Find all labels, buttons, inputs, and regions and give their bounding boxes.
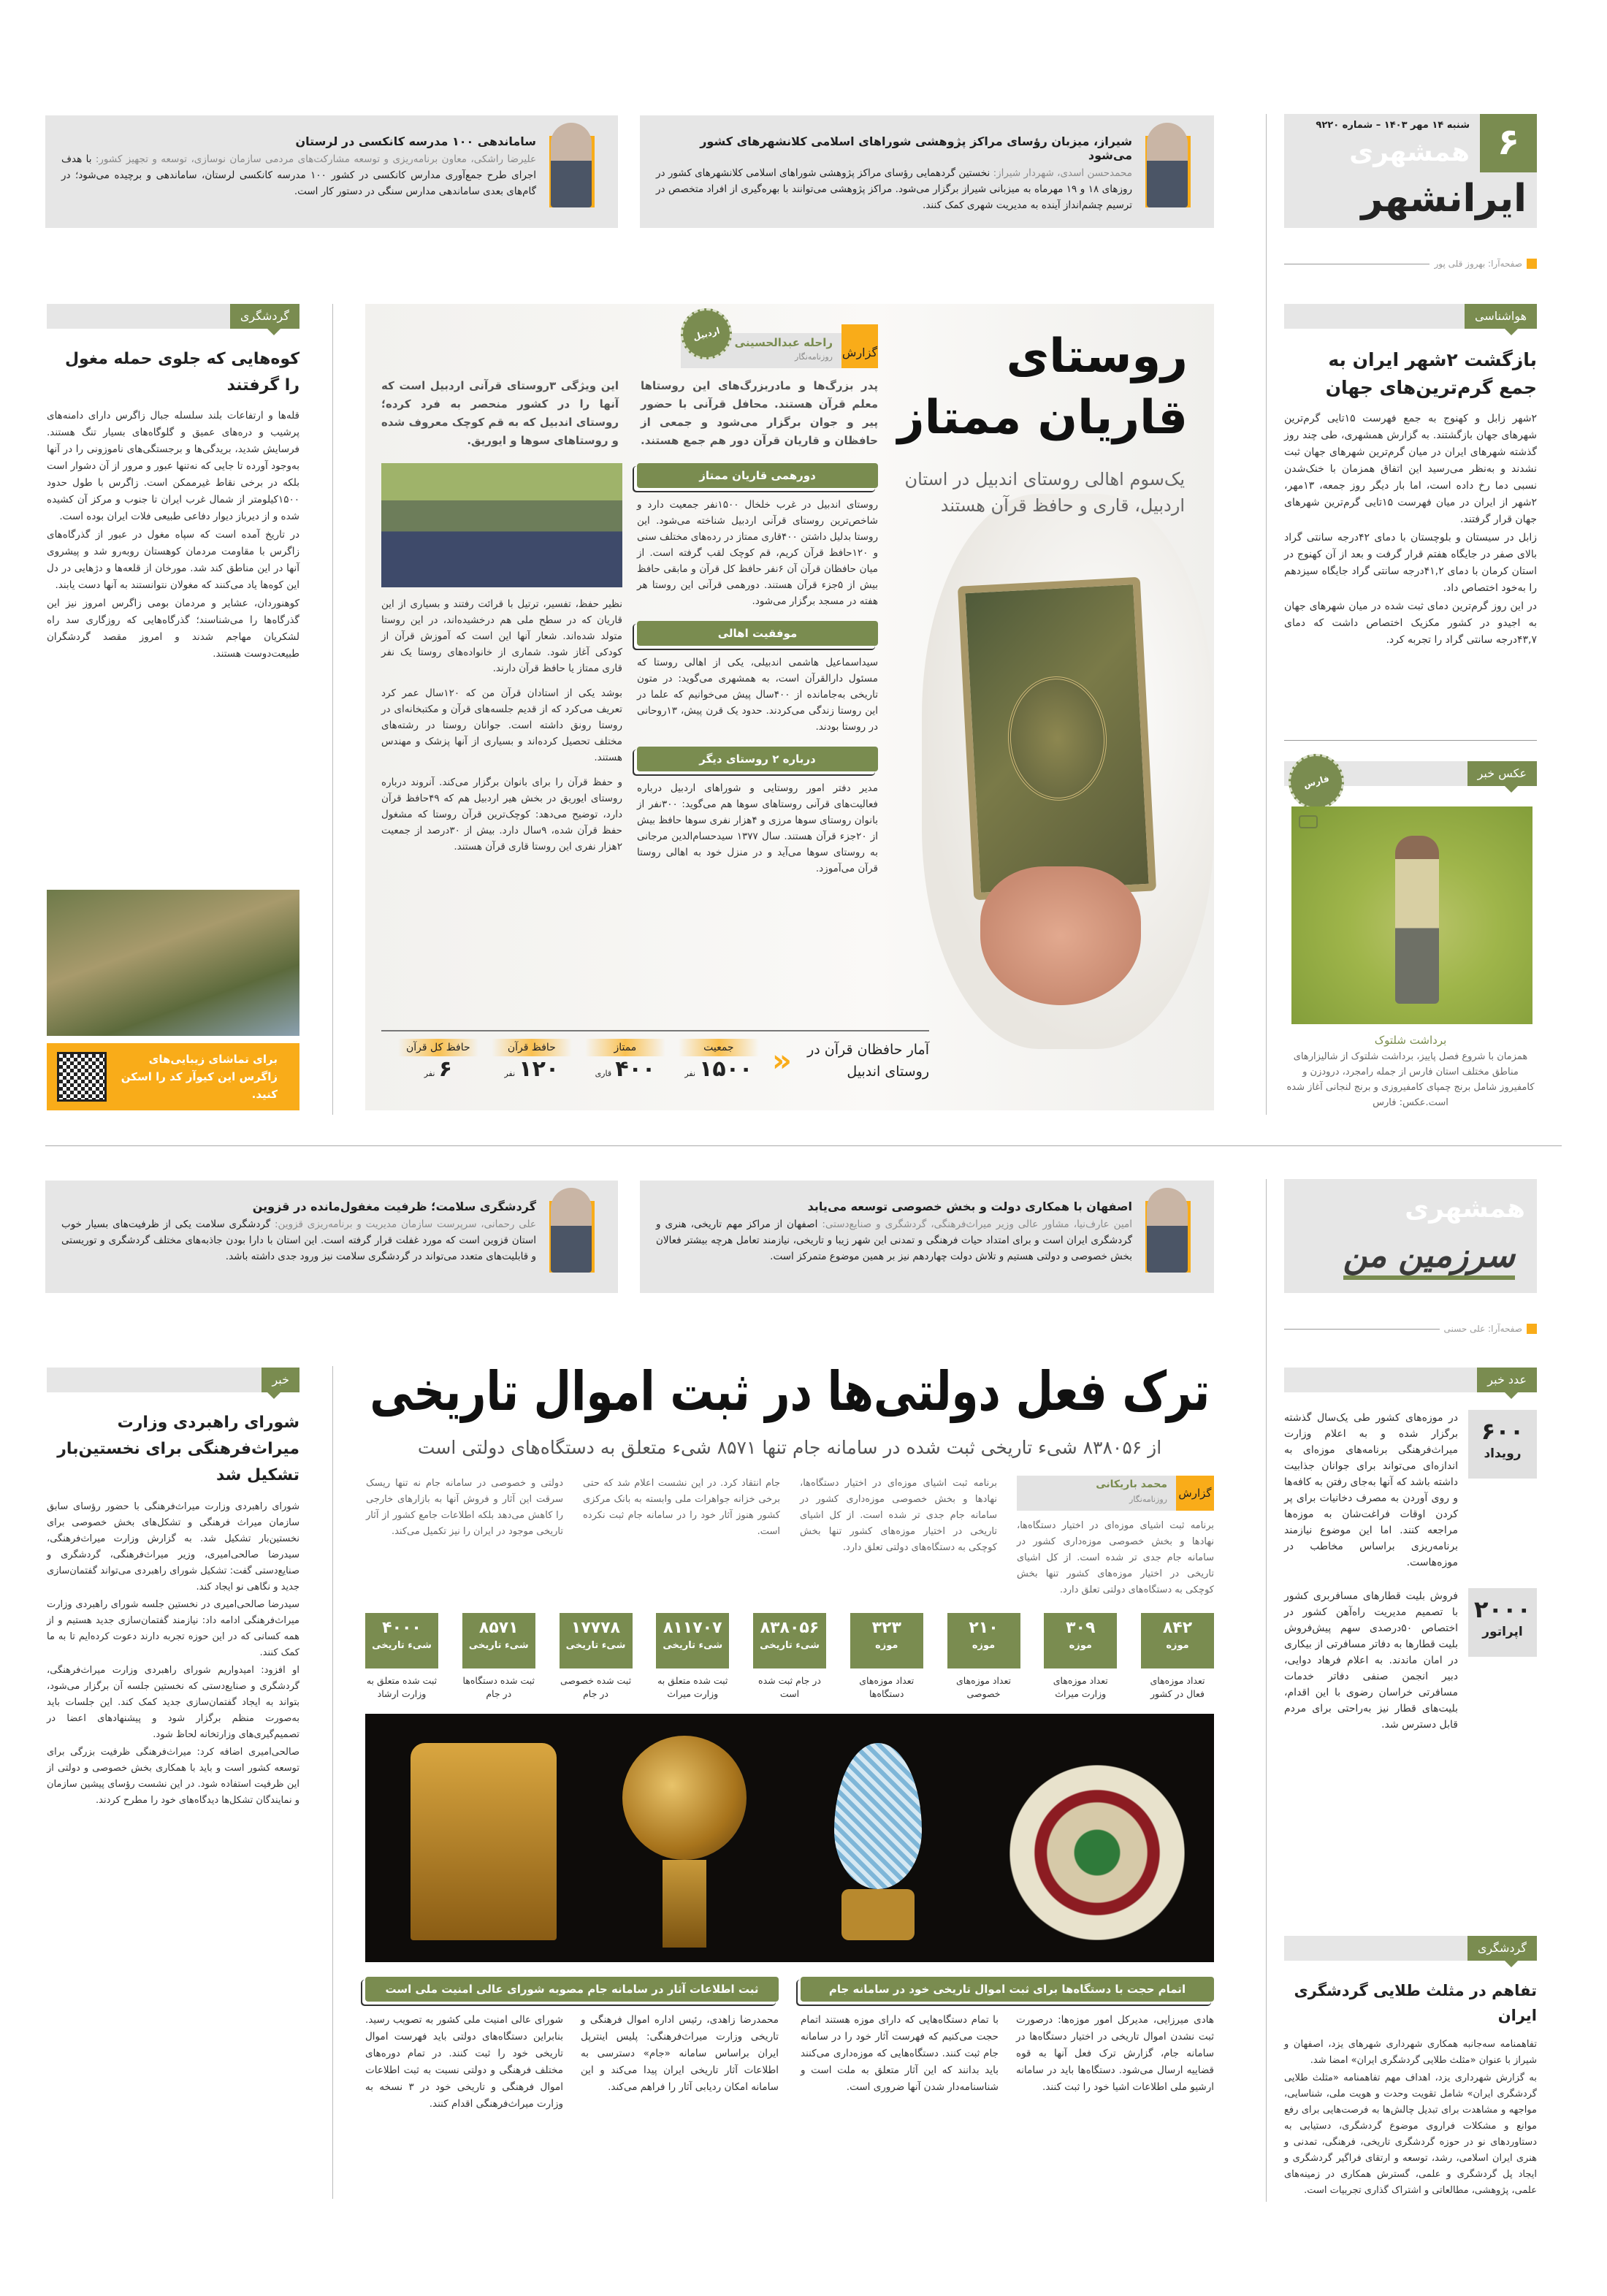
number-text: در موزه‌های کشور طی یک‌سال گذشته برگزار شده و به اعلام وزارت میراث‌فرهنگی برنامه‌های موزه‌ای به اندازه‌ای می‌تواند برای جوانان جذابیت داشته باشد که آنها به‌جای رفتن به کافه‌ها و روی آوردن به مصرف دخانیات برای پر کردن اوقات فراغت‌شان به موزه‌ها مراجعه کنند. اما این موضوع نیازمند برنامه‌ریزی براساس مخاطب در موزه‌هاست. [1284,1412,1458,1568]
stat-value: ۸۵۷۱ [478,1619,519,1637]
paragraph: روستای اندبیل در غرب خلخال ۱۵۰۰نفر جمعیت دارد و شاخص‌ترین روستای قرآنی اردبیل شناخته می‌شود. این روستا بدلیل داشتن ۴۰۰قاری ممتاز در رده‌های مختلف سنی و ۱۲۰حافظ قرآن کریم، قم کوچک لقب گرفته است. از میان حافظان قرآن آن ۶نفر حافظ کل قرآن و مابقی حافظ بیش از ۵جزء قرآن هستند. دورهمی قرآنی این روستا هر هفته در مسجد برگزار می‌شود. [637,499,878,607]
promo-text: برای تماشای زیبایی‌های زاگرس این کیوآر کد را اسکن کنید. [121,1053,278,1101]
paragraph: قله‌ها و ارتفاعات بلند سلسله جبال زاگرس دارای دامنه‌های پرشیب و دره‌های عمیق و گلوگاه‌های بسیار تنگ هستند. فرسایش شدید، بریدگی‌ها و برجستگی‌های ناموزونی را در آنها به‌وجود آورده تا جایی که نه‌تنها عبور و مرور از آن دشوار است بلکه در برخی نقاط غیرممکن است. زاگرس با طول حدود ۱۵۰۰کیلومتر از شمال غرب ایران تا جنوب و مرکز آن کشیده شده و از دیرباز دیوار دفاعی طبیعی فلات ایران بوده است. [47,410,299,522]
subheading: موفقیت اهالی [637,621,878,646]
photo-news [1284,761,1537,1110]
intro-col: برنامه ثبت اشیای موزه‌ای در اختیار دستگاه‌ها، نهادها و بخش خصوصی موزه‌داری کشور در سامانه جام جدی تر شده است. از کل اشیای تاریخی در اختیار موزه‌های کشور تنها بخش کوچکی به دستگاه‌های دولتی تعلق دارد. [1017,1520,1214,1595]
paragraph: هادی میرزایی، مدیرکل امور موزه‌ها: درصورت ثبت نشدن اموال تاریخی در اختیار دستگاه‌ها در سامانه جام، گزارش ترک فعل آنها به قوه قضاییه ارسال می‌شود. دستگاه‌ها باید در سامانه ارشیو ملی اطلاعات اشیا خود را ثبت کنند. [1016,2014,1214,2093]
stat-box [656,1613,729,1701]
feature-title [898,326,1188,449]
masthead-logo: همشهری [1405,1194,1525,1224]
stat-box [1141,1613,1214,1701]
stat-label: ثبت شده خصوصی در جام [560,1675,632,1699]
kicker: گزارش [1176,1476,1214,1511]
qr-promo[interactable] [47,1043,299,1110]
stat-label: ثبت شده دستگاه‌ها در جام [462,1675,535,1699]
stat-value: ۲۱۰ [969,1619,999,1637]
article-body [47,1499,299,1810]
stat-box [1044,1613,1117,1701]
weather-article [1284,304,1537,650]
main-subheadline-wrap [365,1435,1214,1461]
number-unit: رویداد [1484,1446,1522,1461]
main-headline-wrap [365,1351,1214,1432]
paragraph: ۲شهر زابل و کهنوج به جمع فهرست ۱۵تایی گرم‌ترین شهرهای جهان بازگشتند. به گزارش همشهری، طی چند روز گذشته شهرهای ایران در میان گرم‌ترین شهرهای جهان ثبت نشدند و به‌نظر می‌رسید این اتفاق همزمان با خنک‌شدن نسبی دما رخ داده است، اما بار دیگر روز جمعه، ۱۳مهر، ۲شهر از ایران در میان فهرست ۱۵تایی گرم‌ترین شهرهای جهان قرار گرفتند. [1284,413,1537,525]
stat-label: در جام ثبت شده است [758,1675,821,1699]
page-section-divider [45,1145,1562,1146]
stat-full-hafiz [398,1039,478,1082]
subsection-deadline [801,1977,1214,2096]
kicker: گزارش [841,324,878,368]
news-banner-shiraz [640,115,1214,228]
stat-box [560,1613,633,1701]
article-title: شورای راهبردی وزارت میراث‌فرهنگی برای نخستین‌بار تشکیل شد [57,1414,299,1484]
jeweled-crown [1009,1765,1185,1940]
feature-lead: پدر بزرگ‌ها و مادربزرگ‌های این روستاها معلم قرآن هستند. محافل قرآنی با حضور پیر و جوان برگزار می‌شود و جمعی از حافظان و قاریان قرآن دور هم جمع هستند. این ویژگی ۳روستای قرآنی اردبیل است که آنها را در کشور منحصر به فرد کرده؛ روستای اندبیل که به قم کوچک معروف شده و روستاهای سوها و ایوریق. [381,379,878,447]
feature-sections [637,463,878,877]
camera-icon [1299,815,1318,828]
section-tag: گردشگری [1467,1936,1537,1961]
jeweled-globe [622,1736,747,1860]
section-bar [47,1368,299,1392]
museum-stats [365,1613,1214,1701]
feature-quran-village [365,304,1214,1110]
registry-story [365,1351,1214,2113]
stat-box [753,1613,826,1701]
peacock-throne [411,1743,557,1940]
stat-unit: موزه [875,1640,898,1651]
section-bar [1284,1936,1537,1961]
paragraph: سیداسماعیل هاشمی اندبیلی، یکی از اهالی روستا که مسئول دارالقرآن است، به همشهری می‌گوید: در متون تاریخی به‌جامانده از ۴۰۰سال پیش می‌خوانیم که علما در این روستا زندگی می‌کردند. حدود یک قرن پیش، ۱۳روحانی در روستا بودند. [637,657,878,733]
credit-text: صفحه‌آرا: علی حسنی [1443,1324,1522,1334]
intro-col: برنامه ثبت اشیای موزه‌ای در اختیار دستگاه‌ها، نهادها و بخش خصوصی موزه‌داری کشور در سامانه جام جدی تر شده است. از کل اشیای تاریخی در اختیار موزه‌های کشور تنها بخش کوچکی به دستگاه‌های دولتی تعلق دارد. [800,1478,997,1553]
number-value: ۶۰۰ [1481,1417,1524,1445]
number-unit: اپراتور [1482,1625,1523,1639]
egg-stand [841,1889,915,1940]
stat-box [462,1613,535,1701]
quran-stats [381,1030,929,1096]
section2-header [1284,1179,1537,1293]
paragraph: به گزارش شهرداری یزد، اهداف مهم تفاهمنامه «مثلث طلایی گردشگری ایران» شامل تقویت وحدت و هویت ملی، شناسایی، مواجهه و مشاهدت برای تبدیل چالش‌ها به فرصت‌هایی برای رفع موانع و مشکلات فراروی موضوع گردشگری، دستیابی به دستاوردهای نو در حوزه گردشگری تاریخی، فرهنگی، تمدنی و هنری ایران اسلامی، رشد، توسعه و ارتقای فراگیر گردشگری و ایجاد پل گردشگری و علمی، گسترش همکاری در زمینه‌های علمی، پژوهشی، مطالعاتی و اشتراک گذاری تجربیات است. [1284,2072,1537,2196]
stat-label: حافظ کل قرآن [398,1039,478,1056]
feature-title-line: روستای [1006,329,1188,384]
stat-label: حافظ قرآن [492,1039,572,1056]
page-header [1284,114,1537,228]
stat-value: ۱۲۰ [519,1056,560,1082]
stat-label: تعداد موزه‌های وزارت میراث [1053,1675,1108,1699]
jeweled-egg [834,1743,922,1889]
byline [1017,1476,1214,1511]
credit-text: صفحه‌آرا: بهروز قلی پور [1434,259,1522,269]
caption-title: برداشت شلتوک [1374,1034,1447,1047]
section-bar [1284,1368,1537,1392]
article-title: بازگشت ۲شهر ایران به جمع گرم‌ترین‌های جهان [1325,349,1537,398]
intro-col: دولتی و خصوصی در سامانه جام نه تنها ریسک سرقت این آثار و فروش آنها به بازارهای خارجی را کاهش می‌دهد بلکه اطلاعات جامع کشور از آثار تاریخی موجود در ایران را نیز تکمیل می‌کند. [366,1478,563,1537]
number-value: ۲۰۰۰ [1473,1595,1532,1623]
stat-value: ۳۰۹ [1066,1619,1096,1637]
paragraph: تفاهمنامه سه‌جانبه همکاری شهرداری شهرهای یزد، اصفهان و شیراز با عنوان «مثلث طلایی گردشگری ایران» امضا شد. [1284,2039,1537,2066]
right-column-top [1284,304,1537,1110]
column-divider [1266,1179,1267,2202]
banner-speaker: امین عارف‌نیا، مشاور عالی وزیر میراث‌فرهنگی، گردشگری و صنایع‌دستی: [822,1218,1133,1230]
portrait-photo [1147,123,1188,207]
stat-value: ۱۷۷۷۸ [570,1619,621,1637]
section-tag: عکس خبر [1467,761,1537,786]
section-tag: گردشگری [230,304,299,329]
page-number: ۶ [1480,114,1537,172]
stat-value: ۳۲۳ [871,1619,901,1637]
stat-label: جمعیت [679,1039,759,1056]
divider [1284,740,1537,741]
credit-marker-icon [1527,259,1537,269]
portrait-photo [551,123,592,207]
zagros-mountain-photo [47,890,299,1036]
stat-unit: نفر [424,1069,435,1078]
main-headline: ترک فعل دولتی‌ها در ثبت اموال تاریخی [369,1360,1210,1423]
column-divider [332,304,333,1115]
stat-label: ثبت شده متعلق به وزارت میراث [657,1675,728,1699]
paragraph: با تمام دستگاه‌هایی که دارای موزه هستند اتمام حجت می‌کنیم که فهرست آثار خود را در سامانه جام ثبت کنند. دستگاه‌هایی که موزه‌داری می‌کنند باید بدانند که این آثار متعلق به ملت است و شناسنامه‌دار شدن آنها ضروری است. [801,2014,999,2093]
section-tag: عدد خبر [1477,1368,1537,1392]
banner-speaker: محمدحسن اسدی، شهردار شیراز: [993,167,1132,179]
paragraph: زابل در سیستان و بلوچستان با دمای ۴۲درجه سانتی گراد بالای صفر در جایگاه هفتم قرار گرفت و بعد از آن کهنوج در استان کرمان با دمای ۴۱,۲درجه سانتی گراد جایگاه سیزدهم را به‌خود اختصاص داد. [1284,532,1537,594]
stat-excellent [585,1039,665,1082]
stat-label: تعداد موزه‌های خصوصی [955,1675,1011,1699]
qr-code-icon[interactable] [57,1052,107,1102]
stat-value: ۸۴۲ [1162,1619,1193,1637]
banner-body [61,151,536,199]
subsections-row [365,1977,1214,2113]
stat-value: ۱۵۰۰ [699,1056,753,1082]
article-body [47,408,299,664]
banner-body [656,165,1132,213]
news-numbers [1284,1368,1537,1733]
main-subheadline: از ۸۳۸۰۵۶ شیء تاریخی ثبت شده در سامانه جام تنها ۸۵۷۱ شیء متعلق به دستگاه‌های دولتی است [417,1437,1162,1458]
banner-title: اصفهان با همکاری دولت و بخش خصوصی توسعه می‌یابد [807,1200,1132,1213]
right-column-bottom [1284,1368,1537,2200]
subheading: درباره ۲ روستای دیگر [637,747,878,771]
number-item [1284,1588,1537,1733]
photo-caption: همزمان با شروع فصل پاییز، برداشت شلتوک از شالیزارهای مناطق مختلف استان فارس از جمله رامجرد، درودزن و کامفیروز شامل برنج چمپای کامفیروزی و برنج لنجانی آغاز شده است.عکس: فارس [1286,1051,1535,1108]
stat-unit: شیء تاریخی [468,1640,529,1651]
number-badge [1468,1588,1537,1657]
stat-value: ۸۳۸۰۵۶ [760,1619,820,1637]
credit-marker-icon [1527,1324,1537,1334]
book-ornament-icon [1005,674,1110,804]
stat-unit: شیء تاریخی [663,1640,723,1651]
rice-harvest-photo [1291,806,1532,1024]
number-badge [1468,1410,1537,1479]
stat-unit: قاری [595,1069,612,1078]
stat-label: تعداد موزه‌های فعال در کشور [1150,1675,1205,1699]
section-tag: هواشناسی [1465,304,1537,329]
author-name: محمد باریکانی [1096,1479,1167,1490]
golden-triangle-article [1284,1936,1537,2200]
author-name: راحله عبدالحسینی [734,336,833,349]
banner-speaker: علیرضا راشکی، معاون برنامه‌ریزی و توسعه مشارکت‌های مردمی سازمان نوسازی، توسعه و تجهیز کشور: [95,153,536,165]
news-banner-isfahan [640,1181,1214,1293]
author-role: روزنامه‌نگار [1129,1495,1167,1504]
banner-text: با هدف اجرای طرح جمع‌آوری مدارس کانکسی در کشور ۱۰۰ مدرسه کانکسی لرستان، ساماندهی و برچیده می‌شود؛ در گام‌های بعدی ساماندهی مدارس سنگی در دستور کار است. [61,153,536,197]
subheading: اتمام حجت با دستگاه‌ها برای ثبت اموال تاریخی خود در سامانه جام [801,1977,1214,2002]
stat-unit: موزه [1069,1640,1092,1651]
stat-unit: موزه [1166,1640,1189,1651]
portrait-photo [1147,1188,1188,1273]
hand-holding-quran-photo [951,523,1170,1034]
paragraph: صالحی‌امیری اضافه کرد: میراث‌فرهنگی ظرفیت بزرگی برای توسعه کشور است و باید با همکاری بخش خصوصی و دولتی از این ظرفیت استفاده شود. در این نشست رؤسای پیشین سازمان و نمایندگان تشکل‌ها دیدگاه‌های خود را مطرح کردند. [47,1747,299,1806]
banner-text: گردشگری سلامت یکی از ظرفیت‌های بسیار خوب استان قزوین است که مورد غفلت قرار گرفته است. این استان با دارا بودن جاذبه‌های مختلف گردشگری و توریستی و قابلیت‌های متعدد می‌تواند در گردشگری سلامت نیز ورود جدی داشته باشد. [61,1218,536,1262]
paragraph: کوهنوردان، عشایر و مردمان بومی زاگرس امروز نیز این گذرگاه‌ها را می‌شناسند؛ گذرگاه‌هایی که روزگاری سد راه لشکریان مهاجم شدند و امروز مقصد گردشگران طبیعت‌دوست هستند. [47,598,299,660]
stat-value: ۴۰۰۰ [382,1619,421,1637]
stat-population [679,1039,759,1082]
paragraph: شورای عالی امنیت ملی کشور به تصویب رسید. بنابراین دستگاه‌های دولتی باید فهرست اموال تاریخی خود را ثبت کنند. در تمام دوره‌های مختلف فرهنگی و دولتی نسبت به ثبت اطلاعات اموال فرهنگی و تاریخی خود در ۳ نسخه به وزارت میراث‌فرهنگی اقدام کنند. [365,2014,563,2110]
article-body [1284,411,1537,649]
paragraph: در تاریخ آمده است که سپاه مغول در عبور از گذرگاه‌های زاگرس با مقاومت مردمان کوهستان روبه‌رو شد و پیشروی آنها در این مناطق کند شد. مورخان از قلعه‌ها و دژهایی در دل این کوه‌ها یاد می‌کنند که مغولان نتوانستند به آنها دست یابند. [47,529,299,591]
stat-label: ثبت شده متعلق به وزارت ارشاد [366,1675,438,1699]
column-divider [1266,114,1267,1115]
subheading: دورهمی قاریان ممتاز [637,463,878,488]
banner-text: نخستین گردهمایی رؤسای مراکز پژوهشی شوراهای اسلامی کلانشهرهای کشور در روزهای ۱۸ و ۱۹ مهرماه به میزبانی شیراز برگزار می‌شود. مراکز پژوهشی می‌توانند با بهره‌گیری از افراد متخصص در ترسیم چشم‌انداز آینده به مدیریت شهری کمک کنند. [656,167,1132,211]
intro-first [1017,1476,1214,1598]
section-bar [47,304,299,329]
paragraph: او افزود: امیدواریم شورای راهبردی وزارت میراث‌فرهنگی، گردشگری و صنایع‌دستی که نخستین جلسه آن برگزار می‌شود، بتواند به ایجاد گفتمان‌سازی جدید کمک کند. این جلسات باید به‌صورت منظم برگزار شود و پیشنهادهای اعضا در تصمیم‌گیری‌های وزارتخانه لحاظ شود. [47,1665,299,1740]
paragraph: سیدرضا صالحی‌امیری در نخستین جلسه شورای راهبردی وزارت میراث‌فرهنگی ادامه داد: نیازمند گفتمان‌سازی جدید هستیم و از همه کسانی که در این حوزه تجربه دارند دعوت کرده‌ایم تا به ما کمک کنند. [47,1599,299,1658]
banner-title: شیراز، میزبان رؤسای مراکز پژوهشی شوراهای اسلامی کلانشهرهای کشور می‌شود [700,134,1132,162]
council-article [47,1368,299,1810]
stat-label: ممتاز [585,1039,665,1056]
stat-value: ۸۱۱۷۰۷ [663,1619,722,1637]
farmer-figure [1395,836,1439,1004]
section-bar [1284,304,1537,329]
paragraph: شورای راهبردی وزارت میراث‌فرهنگی با حضور رؤسای سابق سازمان میراث فرهنگی و تشکل‌های بخش خصوصی برای نخستین‌بار تشکیل شد. به گزارش وزارت میراث‌فرهنگی، سیدرضا صالحی‌امیری، وزیر میراث‌فرهنگی، گردشگری و صنایع‌دستی گفت: تشکیل شورای راهبردی می‌تواند گفتمان‌سازی جدید و نگاهی نو ایجاد کند. [47,1501,299,1593]
intro-col: جام انتقاد کرد. در این نشست اعلام شد که حتی برخی خزانه جواهرات ملی وابسته به بانک مرکزی کشور هنوز آثار خود را در سامانه جام ثبت نکرده است. [583,1478,780,1537]
article-body [1284,2037,1537,2199]
banner-title: گردشگری سلامت؛ ظرفیت مغفول‌مانده در قزوین [252,1200,536,1213]
paragraph: و حفظ قرآن را برای بانوان برگزار می‌کند. آنروند درباره روستای ایوریق در بخش هیر اردبیل هم که ۴۹حافظ قرآن دارد، توضیح می‌دهد: کوچک‌ترین قرآن روستا که مشغول حفظ قرآن شده، ۹سال دارد. بیش از ۳۰درصد از جمعیت ۲هزار نفری این روستا قاری قرآن هستند. [381,777,622,853]
date-line: شنبه ۱۴ مهر ۱۴۰۳ – شماره ۹۲۲۰ [1316,120,1470,131]
article-title: کوه‌هایی که جلوی حمله مغول را گرفتند [64,350,299,394]
banner-text: اصفهان از مراکز مهم تاریخی، هنری و گردشگری ایران است و برای امتداد حیات فرهنگی و تمدنی این شهر زیبا و تاریخی، نیازمند تعامل هرچه بیشتر فعالان بخش خصوصی و دولتی هستیم و تلاش دولت چهاردهم نیز بر همین موضوع متمرکز است. [656,1218,1132,1262]
paragraph: بوشد یکی از استادان قرآن من که ۱۲۰سال عمر کرد تعریف می‌کرد که از قدیم جلسه‌های قرآن و مکتبخانه‌ای در روستا رونق داشته است. جوانان روستا در رشته‌های مختلف تحصیل کرده‌اند و بسیاری از آنها پزشک و مهندس هستند. [381,687,623,763]
section-title: سرزمین من [1343,1235,1515,1280]
agency-stamp: فارس [1282,747,1350,815]
stat-hafiz [492,1039,572,1082]
stat-unit: شیء تاریخی [372,1640,432,1651]
layout-credit [1284,259,1537,269]
news-banner-lorestan [45,115,618,228]
paragraph: محمدرضا زاهدی، رئیس اداره اموال فرهنگی و تاریخی وزارت میراث‌فرهنگی: پلیس اینترپل ایران براساس سامانه «جام» دسترسی به اطلاعات آثار تاریخی ایران پیدا می‌کند و این سامانه امکان ردیابی آثار را فراهم می‌کند. [581,2014,779,2093]
globe-stand [663,1860,706,1948]
stat-value: ۴۰۰ [615,1056,656,1082]
quran-book [958,577,1156,900]
banner-speaker: علی رحمانی، سرپرست سازمان مدیریت و برنامه‌ریزی قزوین: [275,1218,536,1230]
section-title: ایرانشهر [1361,177,1527,221]
paragraph: نظیر حفظ، تفسیر، ترتیل با قرائت رفتند و بسیاری از این قاریان که در سطح ملی هم درخشیده‌اند، در این روستا متولد شده‌اند. شعار آنها این است که آموزش قرآن از کودکی آغاز شود. شماری از خانواده‌های روستا یک نفر قاری ممتاز یا حافظ قرآن دارند. [381,598,622,674]
subheading: ثبت اطلاعات آثار در سامانه جام مصوبه شورای عالی امنیت ملی است [365,1977,779,2002]
stat-box [850,1613,923,1701]
chevron-icon: « [771,1042,792,1078]
paragraph: در این روز گرم‌ترین دمای ثبت شده در میان شهرهای جهان به اجیدو در کشور مکزیک اختصاص داشت که دمای ۴۳,۷درجه سانتی گراد را تجربه کرد. [1284,600,1537,646]
subsection-security-council [365,1977,779,2113]
feature-subtitle: یک‌سوم اهالی روستای اندبیل در استان اردبیل، قاری و حافظ قرآن هستند [904,469,1185,516]
stat-box [365,1613,438,1701]
stats-title: آمار حافظان قرآن در روستای اندبیل [807,1042,929,1080]
stat-value: ۶ [438,1056,452,1082]
stat-unit: نفر [504,1069,516,1078]
villagers-reading-photo [381,463,622,587]
column-divider [332,1366,333,2199]
news-banner-qazvin [45,1181,618,1293]
feature-columns [381,463,878,877]
banner-body [656,1216,1132,1265]
historical-objects-photo [365,1714,1214,1962]
portrait-photo [551,1188,592,1273]
zagros-article [47,304,299,1110]
stat-unit: شیء تاریخی [565,1640,626,1651]
paragraph: مدیر دفتر امور روستایی و شوراهای اردبیل درباره فعالیت‌های قرآنی روستاهای سوها هم می‌گوید: ۳۰۰نفر از بانوان روستای سوها مرزی و ۴هزار نفری سوها حافظ بیش از ۲۰جزء قرآن هستند. سال ۱۳۷۷ سیدحسام‌الدین مرجانی به روستای سوها می‌آید و در منزل خود به اهالی روستا قرآن می‌آموزد. [637,782,879,874]
feature-left-column [381,463,622,855]
feature-title-line: قاریان ممتاز [897,391,1188,445]
region-stamp: اردبیل [675,302,738,365]
number-text: فروش بلیت قطارهای مسافربری کشور با تصمیم مدیریت راه‌آهن کشور در اختصاص ۵۰درصدی سهم پیش‌فروش بلیت قطارها به دفاتر مسافرتی از بیکاری در امان ماندند. به اعلام فرهاد دوایی، دبیر انجمن صنفی دفاتر خدمات مسافرتی خراسان رضوی با این اقدام، بلیت‌های قطار نیز به‌راحتی برای مردم قابل دسترس شد. [1284,1590,1458,1731]
masthead-logo: همشهری [1349,137,1470,167]
stat-box [947,1613,1020,1701]
stat-unit: نفر [684,1069,696,1078]
intro-row [365,1476,1214,1598]
article-title: تفاهم در مثلث طلایی گردشگری ایران [1294,1982,1537,2024]
stat-unit: شیء تاریخی [760,1640,820,1651]
byline [681,325,878,368]
banner-body [61,1216,536,1265]
number-item [1284,1410,1537,1571]
layout-credit [1284,1324,1537,1334]
stat-label: تعداد موزه‌های دستگاه‌ها [859,1675,915,1699]
section-tag: خبر [262,1368,299,1392]
author-role: روزنامه‌نگار [795,352,833,362]
hand [980,866,1141,1005]
stat-unit: موزه [972,1640,996,1651]
banner-title: ساماندهی ۱۰۰ مدرسه کانکسی در لرستان [295,134,536,148]
